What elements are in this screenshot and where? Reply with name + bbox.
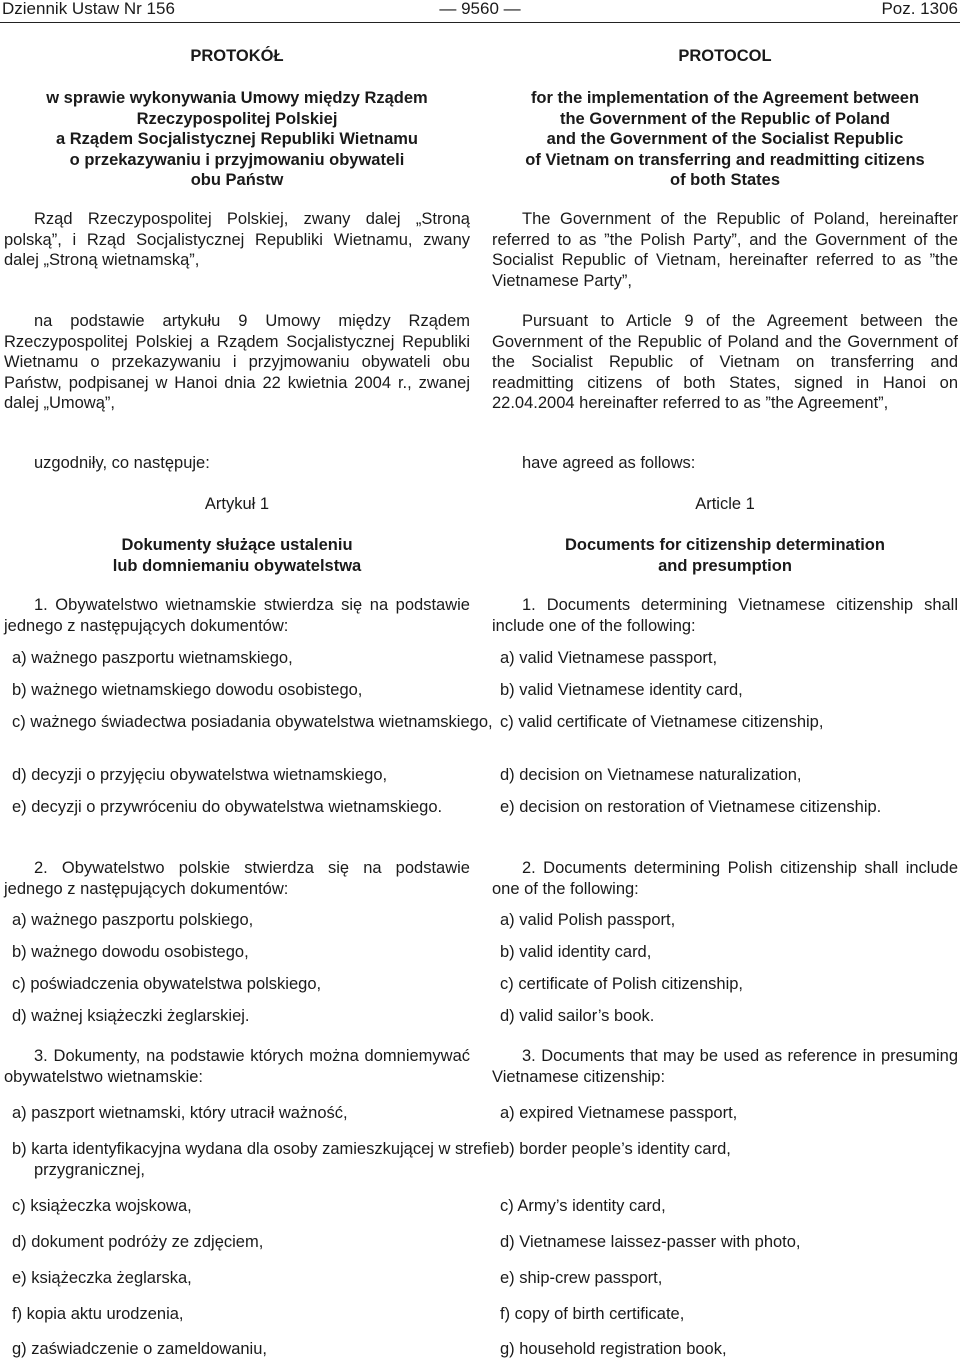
en-list-item: e) decision on restoration of Vietnamese citizenship. — [500, 798, 882, 816]
en-list-item: a) expired Vietnamese passport, — [500, 1104, 738, 1122]
pl-subheading-line: obu Państw — [190, 171, 284, 189]
en-list-item: f) copy of birth certificate, — [500, 1305, 685, 1323]
pl-list-item: a) paszport wietnamski, który utracił ważność, — [12, 1104, 348, 1122]
pl-list-item: c) poświadczenia obywatelstwa polskiego, — [12, 975, 322, 993]
pl-article-title — [4, 535, 470, 576]
en-article-title-line: Documents for citizenship determination — [565, 536, 885, 554]
pl-paragraph-2: 2. Obywatelstwo polskie stwierdza się na podstawie jednego z następujących dokumentów: — [4, 859, 470, 898]
en-list-item: d) valid sailor’s book. — [500, 1007, 655, 1025]
en-list-item: e) ship-crew passport, — [500, 1269, 663, 1287]
en-list-item: b) border people’s identity card, — [500, 1140, 731, 1158]
pl-list-item: g) zaświadczenie o zameldowaniu, — [12, 1340, 267, 1358]
pl-list-item: d) dokument podróży ze zdjęciem, — [12, 1233, 264, 1251]
pl-article-title-line: lub domniemaniu obywatelstwa — [112, 556, 362, 575]
en-list-item: a) valid Polish passport, — [500, 911, 676, 929]
page-number: — 9560 — — [439, 0, 521, 18]
en-subheading — [492, 88, 958, 191]
en-subheading-line: of both States — [670, 171, 780, 189]
pl-subheading-line: a Rządem Socjalistycznej Republiki Wietnamu — [55, 130, 419, 148]
page-header — [0, 0, 960, 23]
pl-subheading-line: w sprawie wykonywania Umowy między Rządem — [46, 89, 428, 107]
pl-agreed: uzgodniły, co następuje: — [34, 454, 210, 472]
en-paragraph-3: 3. Documents that may be used as reference in presuming Vietnamese citizenship: — [492, 1047, 958, 1086]
pl-list-item: d) decyzji o przyjęciu obywatelstwa wietnamskiego, — [12, 766, 388, 784]
en-subheading-line: for the implementation of the Agreement between — [530, 89, 920, 107]
pl-list-item: b) karta identyfikacyjna wydana dla osoby zamieszkującej w strefie przygranicznej, — [12, 1140, 500, 1179]
pl-heading: PROTOKÓŁ — [190, 47, 284, 65]
en-paragraph-2: 2. Documents determining Polish citizenship shall include one of the following: — [492, 859, 958, 898]
en-paragraph-1: 1. Documents determining Vietnamese citizenship shall include one of the following: — [492, 596, 958, 635]
en-list-item: b) valid Vietnamese identity card, — [500, 681, 743, 699]
pl-list-item: c) ważnego świadectwa posiadania obywatelstwa wietnamskiego, — [12, 713, 493, 731]
en-list-item: c) certificate of Polish citizenship, — [500, 975, 744, 993]
en-subheading-line: and the Government of the Socialist Republic — [546, 130, 904, 148]
pl-list-item: e) książeczka żeglarska, — [12, 1269, 192, 1287]
pl-list-item: a) ważnego paszportu polskiego, — [12, 911, 254, 929]
en-subheading-line: of Vietnam on transferring and readmitting citizens — [525, 150, 925, 169]
pl-article-title-line: Dokumenty służące ustaleniu — [121, 536, 353, 554]
pl-article-number: Artykuł 1 — [204, 495, 270, 513]
pl-paragraph-1: 1. Obywatelstwo wietnamskie stwierdza się na podstawie jednego z następujących dokumentów: — [4, 596, 470, 635]
en-list-item: d) decision on Vietnamese naturalization, — [500, 766, 802, 784]
journal-title: Dziennik Ustaw Nr 156 — [2, 0, 175, 18]
en-list-item: b) valid identity card, — [500, 943, 652, 961]
pl-basis: na podstawie artykułu 9 Umowy między Rządem Rzeczypospolitej Polskiej a Rządem Socjalistycznej Republiki Wietnamu o przekazywaniu i przyjmowaniu obywateli obu Państw, podpisanej w Hanoi dnia 22 kwietnia 2004 r., zwanej dalej „Umową”, — [4, 312, 470, 412]
pl-list-item: d) ważnej książeczki żeglarskiej. — [12, 1007, 250, 1025]
en-agreed: have agreed as follows: — [522, 454, 696, 472]
en-article-title-line: and presumption — [658, 556, 792, 575]
pl-subheading-line: o przekazywaniu i przyjmowaniu obywateli — [69, 150, 405, 169]
pl-list-item: c) książeczka wojskowa, — [12, 1197, 192, 1215]
en-subheading-line: the Government of the Republic of Poland — [559, 109, 891, 128]
position-number: Poz. 1306 — [881, 0, 958, 18]
en-article-number: Article 1 — [695, 495, 755, 513]
pl-list-item: b) ważnego wietnamskiego dowodu osobistego, — [12, 681, 363, 699]
pl-paragraph-3: 3. Dokumenty, na podstawie których można domniemywać obywatelstwo wietnamskie: — [4, 1047, 470, 1086]
pl-subheading — [4, 88, 470, 191]
pl-parties: Rząd Rzeczypospolitej Polskiej, zwany dalej „Stroną polską”, i Rząd Socjalistycznej Republiki Wietnamu, zwany dalej „Stroną wietnamską”, — [4, 210, 470, 269]
pl-list-item: a) ważnego paszportu wietnamskiego, — [12, 649, 293, 667]
en-parties: The Government of the Republic of Poland, hereinafter referred to as ”the Polish Party”, and the Government of the Socialist Republic of Vietnam, hereinafter referred to as ”the Vietnamese Party”, — [492, 210, 958, 290]
pl-list-item: e) decyzji o przywróceniu do obywatelstwa wietnamskiego. — [12, 798, 443, 816]
en-list-item: a) valid Vietnamese passport, — [500, 649, 718, 667]
en-heading: PROTOCOL — [678, 47, 772, 65]
en-list-item: c) Army’s identity card, — [500, 1197, 666, 1215]
pl-list-item: f) kopia aktu urodzenia, — [12, 1305, 184, 1323]
pl-list-item: b) ważnego dowodu osobistego, — [12, 943, 249, 961]
en-article-title — [492, 535, 958, 576]
en-list-item: g) household registration book, — [500, 1340, 727, 1358]
en-list-item: d) Vietnamese laissez-passer with photo, — [500, 1233, 801, 1251]
en-basis: Pursuant to Article 9 of the Agreement between the Government of the Republic of Poland and the Government of the Socialist Republic of Vietnam on transferring and readmitting citizens of both States, signed in Hanoi on 22.04.2004 hereinafter referred to as ”the Agreement”, — [492, 312, 958, 412]
pl-subheading-line: Rzeczypospolitej Polskiej — [136, 109, 338, 128]
en-list-item: c) valid certificate of Vietnamese citizenship, — [500, 713, 824, 731]
